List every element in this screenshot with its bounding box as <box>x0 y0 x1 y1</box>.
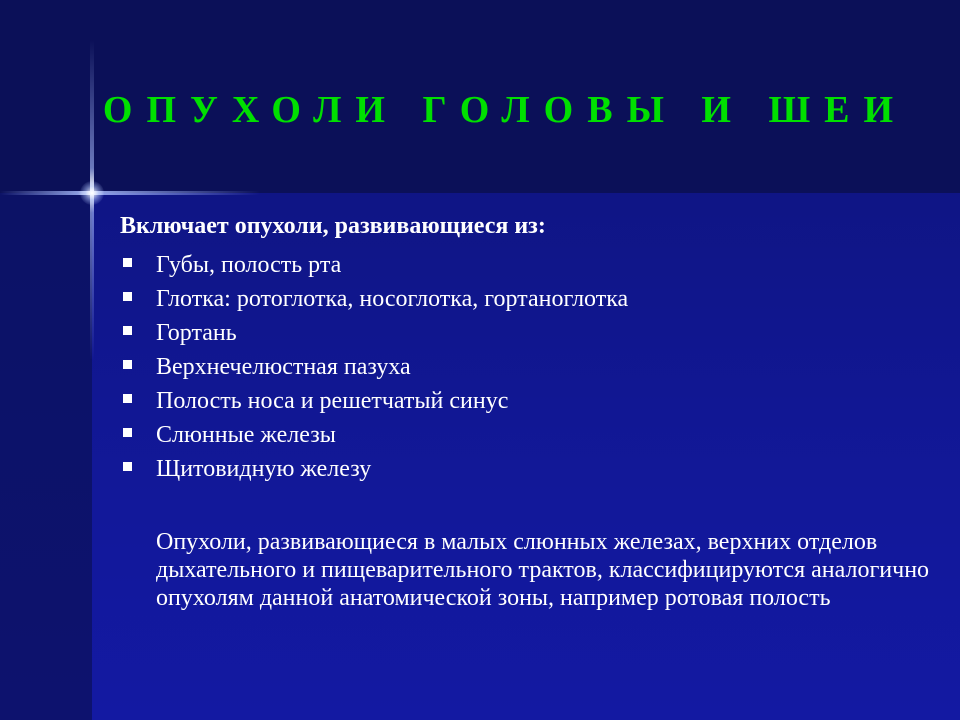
square-bullet-icon <box>123 394 132 403</box>
list-item-label: Верхнечелюстная пазуха <box>156 354 411 380</box>
slide-body <box>120 210 940 612</box>
list-item-label: Полость носа и решетчатый синус <box>156 388 509 414</box>
list-item <box>120 316 940 350</box>
list-item <box>120 418 940 452</box>
square-bullet-icon <box>123 428 132 437</box>
square-bullet-icon <box>123 360 132 369</box>
list-item-label: Губы, полость рта <box>156 252 342 278</box>
list-item-label: Щитовидную железу <box>156 456 372 482</box>
list-item-label: Слюнные железы <box>156 422 336 448</box>
bullet-list <box>120 248 940 486</box>
list-item-label: Гортань <box>156 320 237 346</box>
list-item <box>120 452 940 486</box>
list-item <box>120 282 940 316</box>
list-item <box>120 248 940 282</box>
square-bullet-icon <box>123 292 132 301</box>
left-band <box>0 193 92 720</box>
list-item <box>120 384 940 418</box>
square-bullet-icon <box>123 326 132 335</box>
sparkle-star-icon <box>80 181 104 205</box>
slide-title: ОПУХОЛИ ГОЛОВЫ И ШЕИ <box>102 89 908 131</box>
note-paragraph: Опухоли, развивающиеся в малых слюнных железах, верхних отделов дыхательного и пищеварительного трактов, классифицируются аналогично опухолям данной анатомической зоны, например ротовая полость <box>156 529 930 611</box>
square-bullet-icon <box>123 462 132 471</box>
list-item-label: Глотка: ротоглотка, носоглотка, гортаноглотка <box>156 286 629 312</box>
intro-text: Включает опухоли, развивающиеся из: <box>120 213 546 239</box>
sparkle-horizontal-ray <box>0 191 260 195</box>
list-item <box>120 350 940 384</box>
square-bullet-icon <box>123 258 132 267</box>
